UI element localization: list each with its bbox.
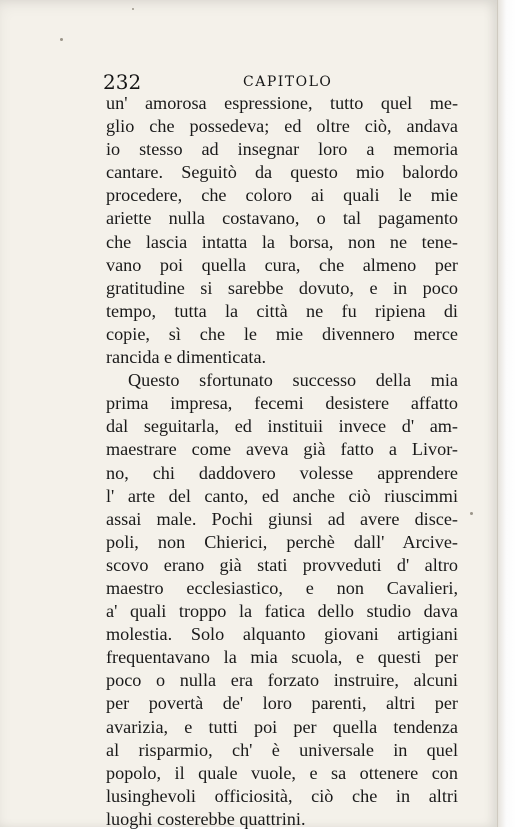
text-line: molestia. Solo alquanto giovani artigiani (106, 624, 458, 645)
text-line: avarizia, e tutti poi per quella tendenza (106, 716, 458, 737)
text-line: vano poi quella cura, che almeno per (106, 254, 458, 275)
text-line: Questo sfortunato successo della mia (128, 370, 458, 391)
page-number: 232 (103, 70, 142, 94)
text-line: luoghi costerebbe quattrini. (106, 808, 306, 829)
text-line: gratitudine si sarebbe dovuto, e in poco (106, 277, 458, 298)
text-line: glio che possedeva; ed oltre ciò, andava (106, 116, 458, 137)
text-line: assai male. Pochi giunsi ad avere disce- (106, 508, 458, 529)
body-text (106, 92, 458, 831)
text-line: prima impresa, fecemi desistere affatto (106, 393, 458, 414)
page-header (103, 70, 453, 94)
text-line: lusinghevoli officiosità, ciò che in altri (106, 785, 458, 806)
text-line: poli, non Chierici, perchè dall' Arcive- (106, 531, 458, 552)
text-line: un' amorosa espressione, tutto quel me- (106, 93, 458, 113)
paper-speck (470, 512, 473, 515)
text-line: cantare. Seguitò da questo mio balordo (106, 162, 458, 183)
text-line: dal seguitarla, ed instituii invece d' am- (106, 416, 458, 437)
text-line: poco o nulla era forzato instruire, alcuni (106, 670, 458, 691)
text-line: copie, sì che le mie divennero merce (106, 323, 458, 344)
text-line: frequentavano la mia scuola, e questi per (106, 647, 458, 668)
page-right-margin (498, 0, 516, 827)
paper-speck (60, 38, 63, 41)
text-line: maestrare come aveva già fatto a Livor- (106, 439, 458, 460)
running-head: CAPITOLO (243, 74, 333, 90)
text-line: tempo, tutta la città ne fu ripiena di (106, 300, 458, 321)
text-line: a' quali troppo la fatica dello studio dava (106, 601, 458, 622)
text-line: che lascia intatta la borsa, non ne tene- (106, 231, 458, 252)
text-line: scovo erano già stati provveduti d' altro (106, 554, 458, 575)
text-line: ariette nulla costavano, o tal pagamento (106, 208, 458, 229)
paragraph-1 (106, 92, 458, 369)
paper-speck (132, 8, 134, 10)
text-line: per povertà de' loro parenti, altri per (106, 693, 458, 714)
text-line: l' arte del canto, ed anche ciò riuscimmi (106, 485, 458, 506)
text-line: popolo, il quale vuole, e sa ottenere con (106, 762, 458, 783)
text-line: rancida e dimenticata. (106, 347, 267, 368)
text-line: maestro ecclesiastico, e non Cavalieri, (106, 577, 458, 598)
text-line: procedere, che coloro ai quali le mie (106, 185, 458, 206)
text-line: al risparmio, ch' è universale in quel (106, 739, 458, 760)
text-line: no, chi daddovero volesse apprendere (106, 462, 458, 483)
paragraph-2 (106, 369, 458, 831)
text-line: io stesso ad insegnar loro a memoria (106, 139, 458, 160)
